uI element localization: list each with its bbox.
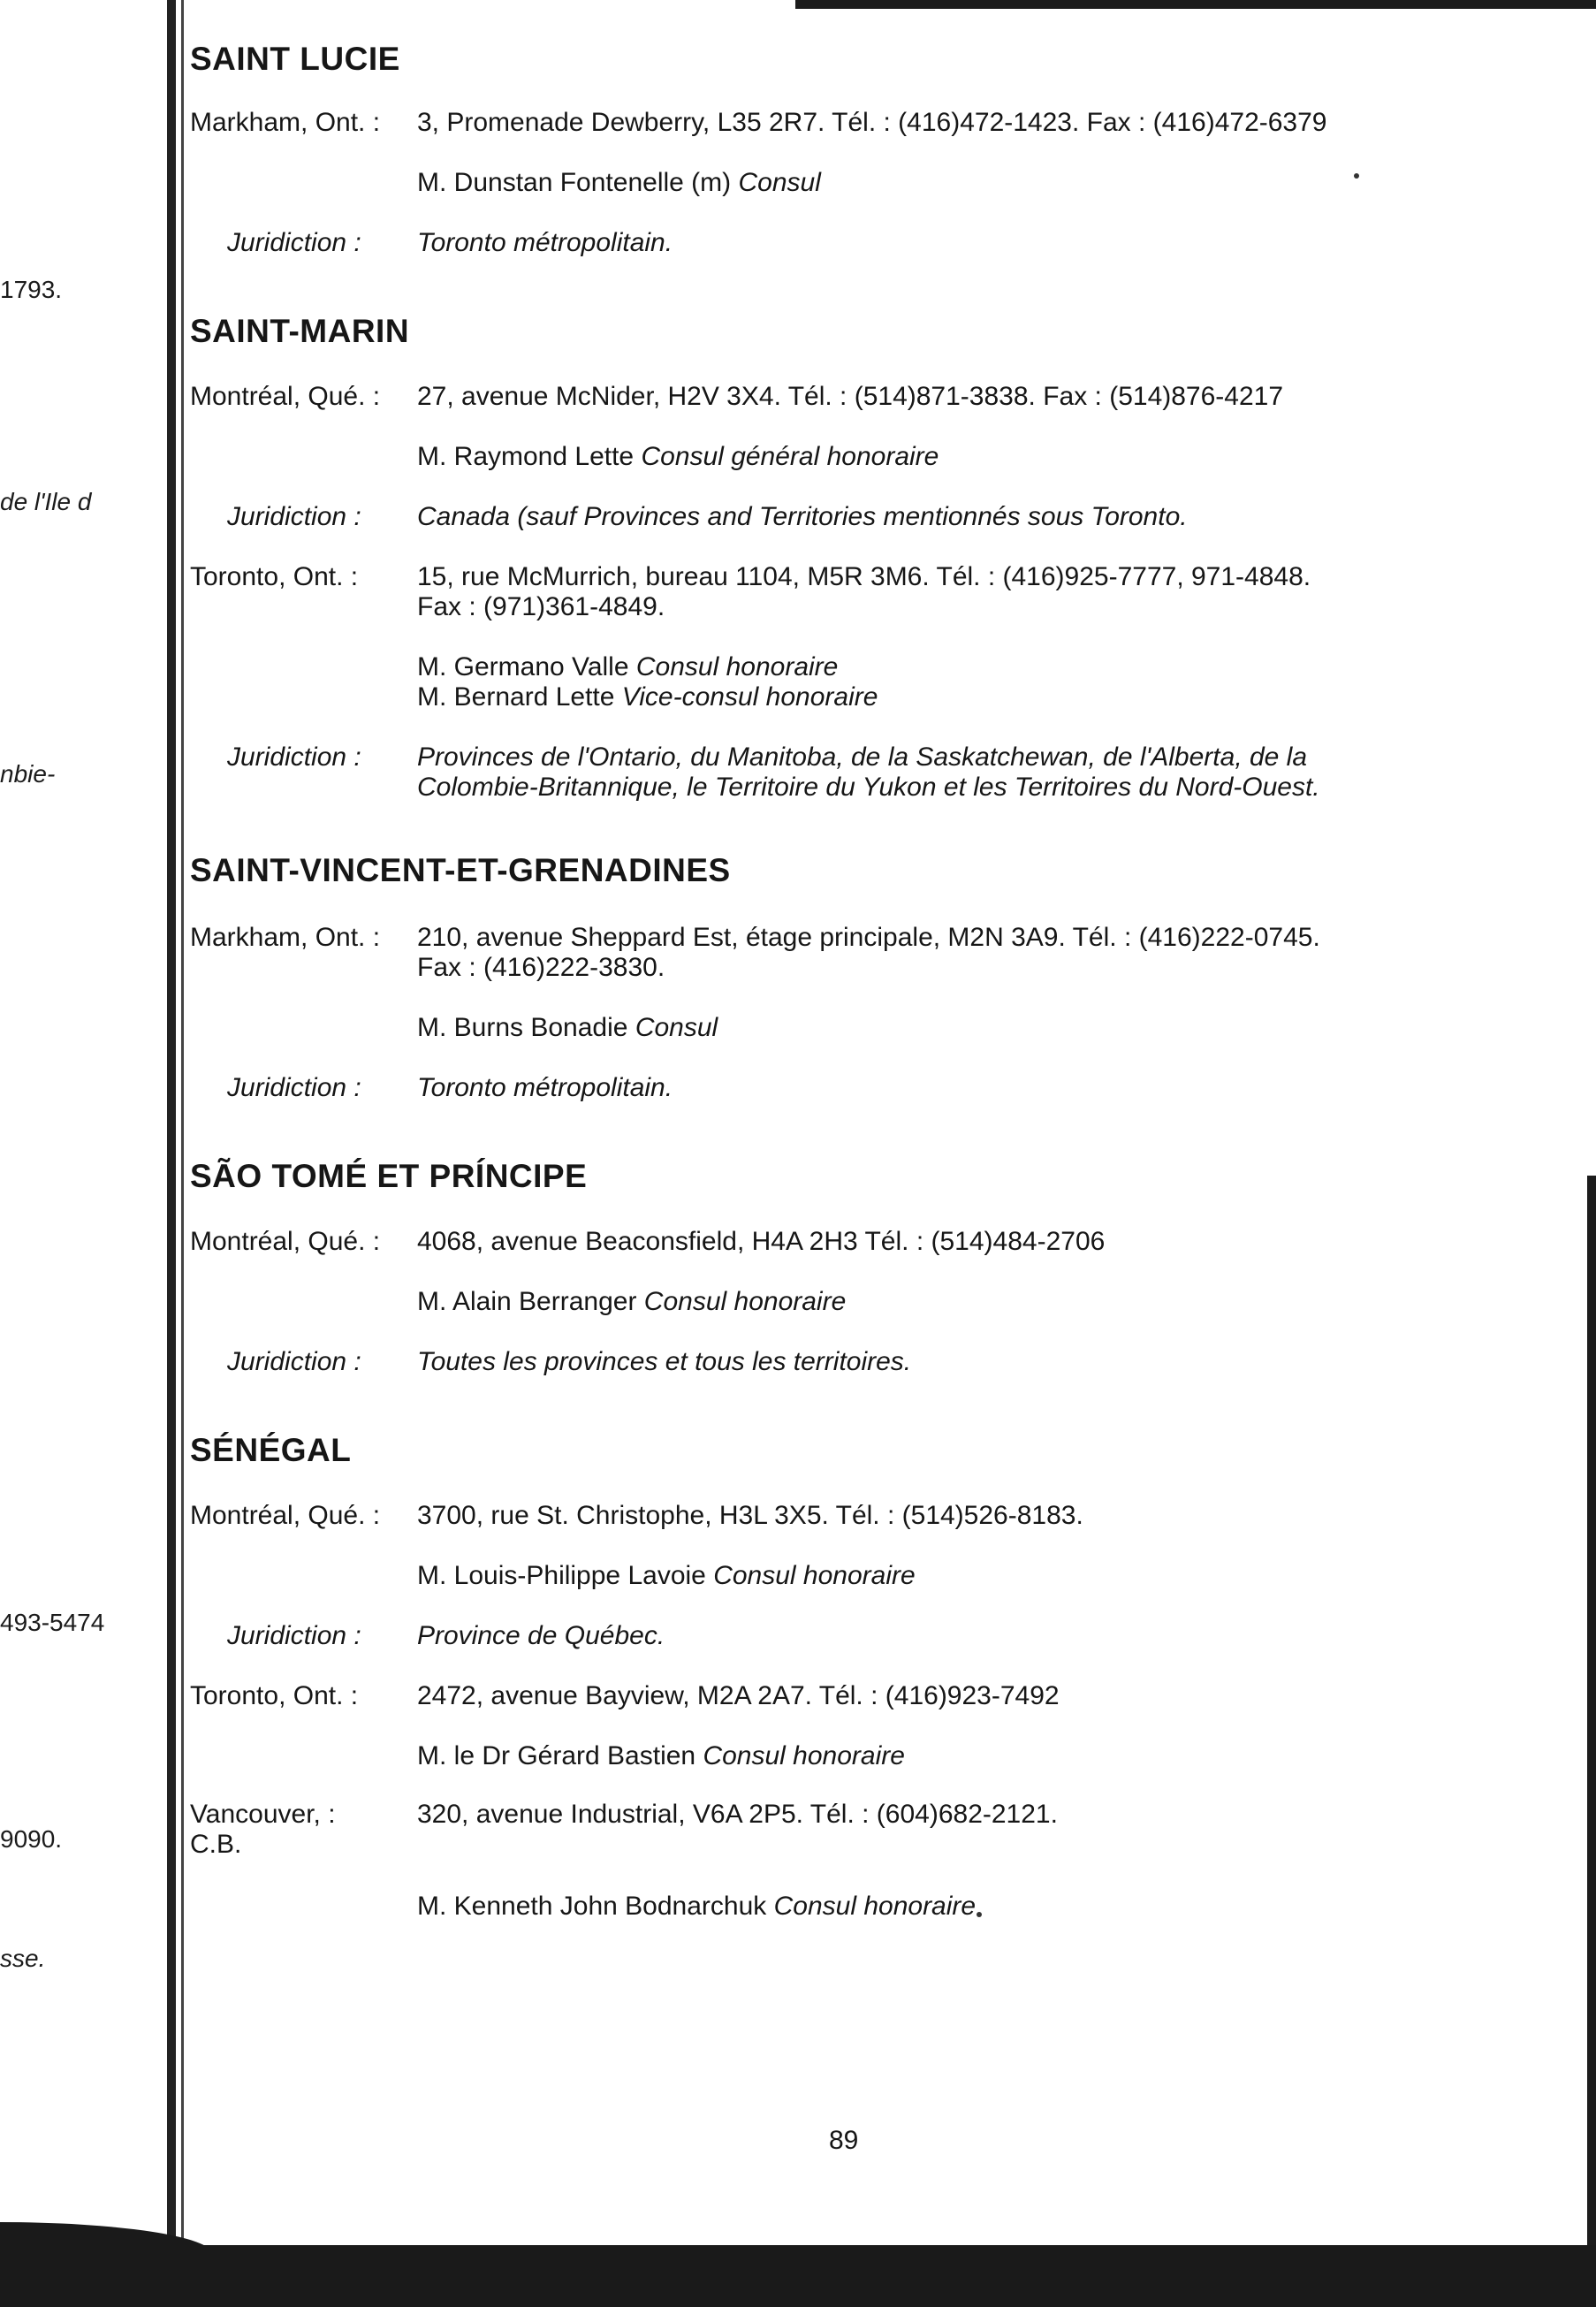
jurisdiction-text: Colombie-Britannique, le Territoire du Yukon et les Territoires du Nord-Ouest. [417, 773, 1320, 802]
binding-gutter-line [181, 0, 184, 2250]
person-title: Consul honoraire [713, 1561, 916, 1590]
office-address: 2472, avenue Bayview, M2A 2A7. Tél. : (416)923-7492 [417, 1681, 1060, 1710]
jurisdiction-label: Juridiction : [227, 502, 361, 531]
person-name: M. Germano Valle [417, 652, 629, 681]
spill-text-3: nbie- [0, 760, 56, 788]
jurisdiction-text: Provinces de l'Ontario, du Manitoba, de la Saskatchewan, de l'Alberta, de la [417, 742, 1308, 772]
office-location: Markham, Ont. : [190, 108, 381, 137]
jurisdiction-label: Juridiction : [227, 1073, 361, 1102]
person-title: Consul honoraire [773, 1892, 977, 1921]
binding-gutter [167, 0, 176, 2250]
person-name: M. Bernard Lette [417, 682, 615, 712]
person-name: M. Raymond Lette [417, 442, 635, 471]
office-address: 3700, rue St. Christophe, H3L 3X5. Tél. : (514)526-8183. [417, 1501, 1083, 1530]
person-name: M. Alain Berranger [417, 1287, 637, 1316]
person-name: M. Burns Bonadie [417, 1013, 628, 1042]
office-address: 4068, avenue Beaconsfield, H4A 2H3 Tél. : (514)484-2706 [417, 1227, 1106, 1256]
spill-text-5: 9090. [0, 1825, 63, 1853]
spill-text-1: 1793. [0, 276, 63, 303]
jurisdiction-text: Canada (sauf Provinces and Territories mentionnés sous Toronto. [417, 502, 1188, 531]
jurisdiction-text: Toronto métropolitain. [417, 228, 673, 257]
office-location: Vancouver, : [190, 1800, 336, 1829]
office-address: 320, avenue Industrial, V6A 2P5. Tél. : (604)682-2121. [417, 1800, 1058, 1829]
country-heading: SÉNÉGAL [190, 1432, 352, 1468]
person-name: M. le Dr Gérard Bastien [417, 1741, 696, 1770]
person-title: Consul honoraire [635, 652, 839, 681]
country-heading: SAINT-MARIN [190, 313, 410, 349]
person-name: M. Louis-Philippe Lavoie [417, 1561, 706, 1590]
spill-text-2: de l'Ile d [0, 488, 92, 515]
country-heading: SAINT LUCIE [190, 41, 400, 77]
country-heading: SÃO TOMÉ ET PRÍNCIPE [190, 1158, 588, 1194]
office-location: Toronto, Ont. : [190, 562, 359, 591]
person-title: Consul général honoraire [641, 442, 939, 471]
scan-edge-top [795, 0, 1596, 9]
office-location: Montréal, Qué. : [190, 1501, 381, 1530]
page-number: 89 [829, 2126, 859, 2155]
scan-edge-bottom [0, 2245, 1596, 2307]
person-name: M. Dunstan Fontenelle (m) [417, 168, 732, 197]
scan-edge-right [1587, 1176, 1596, 2307]
office-fax: Fax : (416)222-3830. [417, 953, 665, 982]
person-title: Vice-consul honoraire [621, 682, 878, 712]
jurisdiction-label: Juridiction : [227, 228, 361, 257]
spill-text-6: sse. [0, 1945, 46, 1972]
spill-text-4: 493-5474 [0, 1609, 105, 1636]
person-name: M. Kenneth John Bodnarchuk [417, 1892, 767, 1921]
office-address: 15, rue McMurrich, bureau 1104, M5R 3M6. Tél. : (416)925-7777, 971-4848. [417, 562, 1311, 591]
office-address: 27, avenue McNider, H2V 3X4. Tél. : (514)871-3838. Fax : (514)876-4217 [417, 382, 1284, 411]
person-title: Consul [635, 1013, 718, 1042]
office-location-province: C.B. [190, 1830, 242, 1859]
office-address: 3, Promenade Dewberry, L35 2R7. Tél. : (416)472-1423. Fax : (416)472-6379 [417, 108, 1327, 137]
office-location: Montréal, Qué. : [190, 382, 381, 411]
jurisdiction-label: Juridiction : [227, 1621, 361, 1650]
jurisdiction-text: Toronto métropolitain. [417, 1073, 673, 1102]
office-fax: Fax : (971)361-4849. [417, 592, 665, 621]
jurisdiction-label: Juridiction : [227, 1347, 361, 1376]
jurisdiction-text: Toutes les provinces et tous les territoires. [417, 1347, 912, 1376]
office-address: 210, avenue Sheppard Est, étage principale, M2N 3A9. Tél. : (416)222-0745. [417, 923, 1320, 952]
person-title: Consul [738, 168, 821, 197]
office-location: Montréal, Qué. : [190, 1227, 381, 1256]
person-title: Consul honoraire [643, 1287, 847, 1316]
office-location: Markham, Ont. : [190, 923, 381, 952]
person-title: Consul honoraire [703, 1741, 905, 1770]
jurisdiction-text: Province de Québec. [417, 1621, 665, 1650]
office-location: Toronto, Ont. : [190, 1681, 359, 1710]
country-heading: SAINT-VINCENT-ET-GRENADINES [190, 852, 731, 888]
jurisdiction-label: Juridiction : [227, 742, 361, 772]
